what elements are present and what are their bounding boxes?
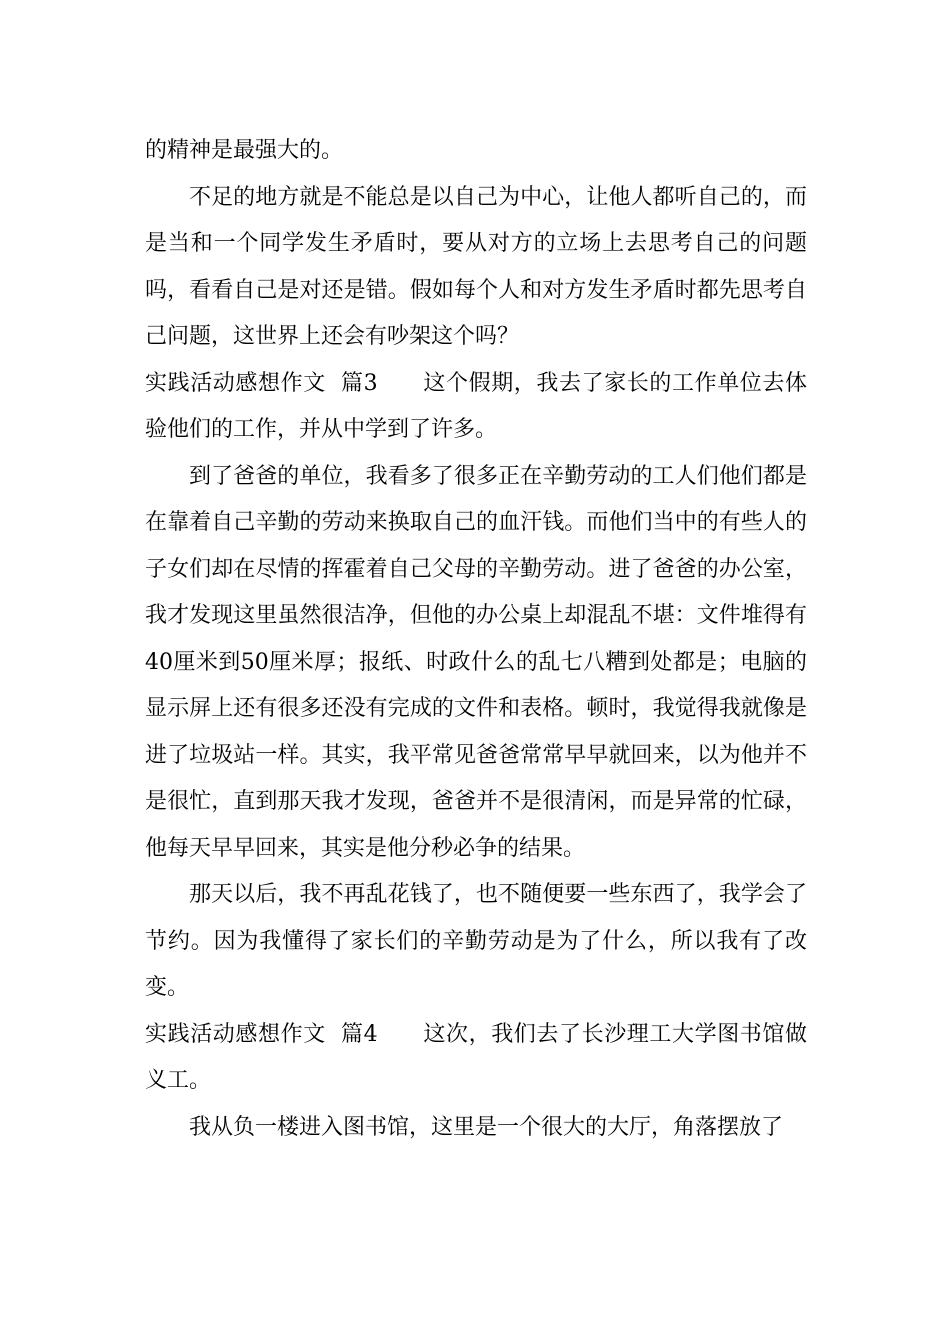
- heading-gap: [378, 1022, 424, 1047]
- paragraph: 的精神是最强大的。: [145, 138, 344, 163]
- section-heading: 实践活动感想作文 篇4: [145, 1021, 378, 1047]
- document-page: [145, 128, 807, 1151]
- paragraph: 到了爸爸的单位，我看多了很多正在辛勤劳动的工人们他们都是在靠着自己辛勤的劳动来换取自己的血汗钱。而他们当中的有些人的子女们却在尽情的挥霍着自己父母的辛勤劳动。进了爸爸的办公室，我才发现这里虽然很洁净，但他的办公桌上却混乱不堪：文件堆得有40厘米到50厘米厚；报纸、时政什么的乱七八糟到处都是；电脑的显示屏上还有很多还没有完成的文件和表格。顿时，我觉得我就像是进了垃圾站一样。其实，我平常见爸爸常常早早就回来，以为他并不是很忙，直到那天我才发现，爸爸并不是很清闲，而是异常的忙碌，他每天早早回来，其实是他分秒必争的结果。: [145, 463, 807, 861]
- section-intro-text: 这次，我们去了长沙理工大学图书馆做义工。: [145, 1021, 807, 1093]
- section-heading: 实践活动感想作文 篇3: [145, 370, 378, 396]
- paragraph: 那天以后，我不再乱花钱了，也不随便要一些东西了，我学会了节约。因为我懂得了家长们的辛勤劳动是为了什么，所以我有了改变。: [145, 882, 807, 1000]
- heading-gap: [378, 371, 424, 396]
- section-paragraph: [145, 361, 807, 454]
- section-paragraph: [145, 1012, 807, 1105]
- paragraph: 不足的地方就是不能总是以自己为中心，让他人都听自己的，而是当和一个同学发生矛盾时，要从对方的立场上去思考自己的问题吗，看看自己是对还是错。假如每个人和对方发生矛盾时都先思考自己问题，这世界上还会有吵架这个吗？: [145, 184, 807, 349]
- section-intro-text: 这个假期，我去了家长的工作单位去体验他们的工作，并从中学到了许多。: [145, 370, 807, 442]
- paragraph: 我从负一楼进入图书馆，这里是一个很大的大厅，角落摆放了: [189, 1114, 784, 1140]
